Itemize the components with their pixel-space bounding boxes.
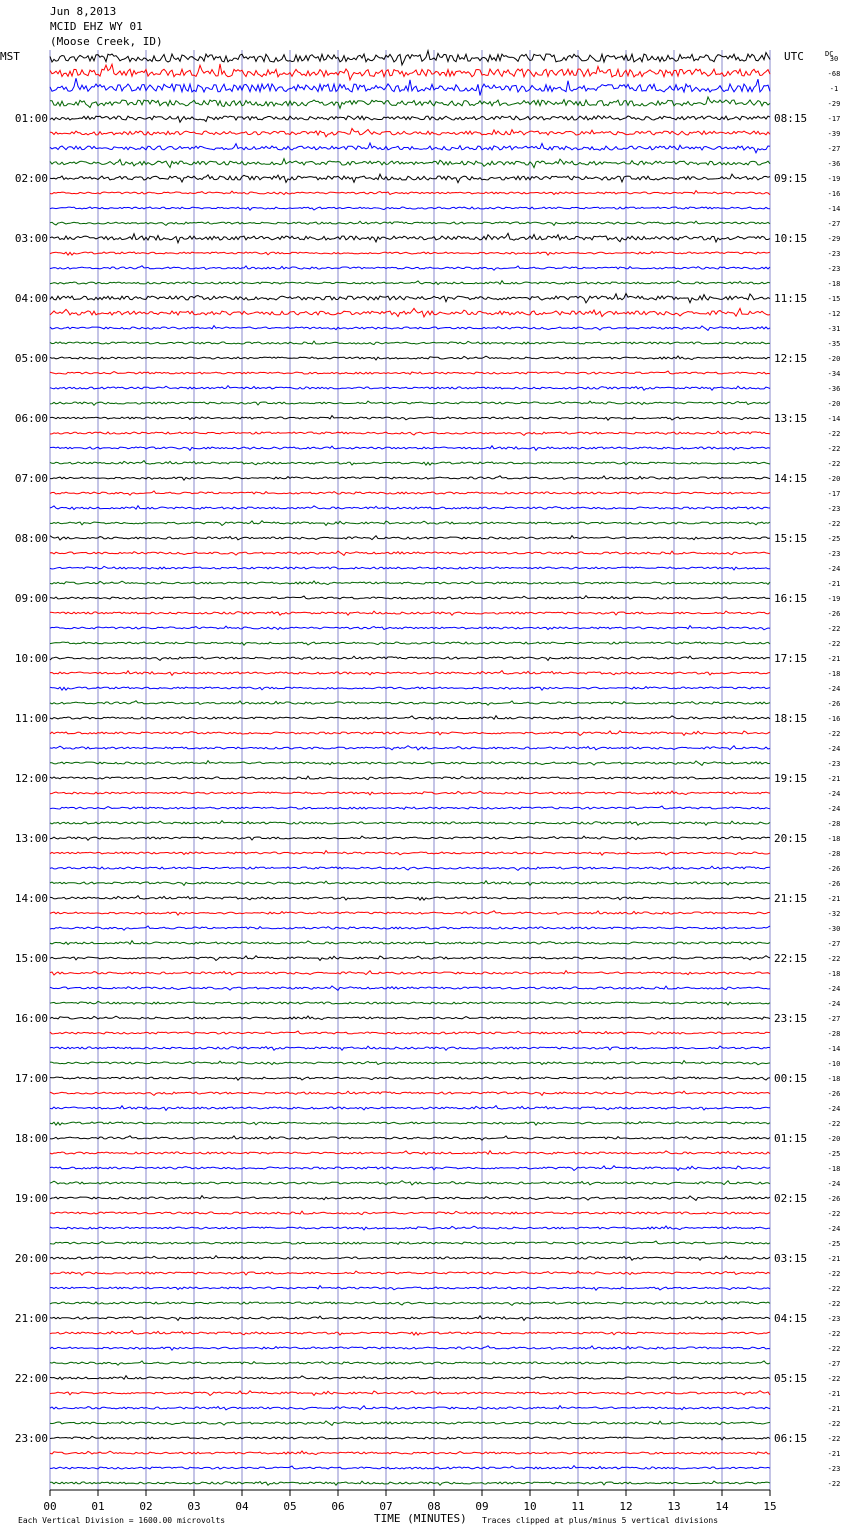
dc-offset-value: -20 <box>827 400 841 408</box>
trace-row <box>50 1136 770 1140</box>
dc-offset-value: -24 <box>827 1105 841 1113</box>
dc-offset-value: -14 <box>827 1045 841 1053</box>
trace-row <box>50 1151 770 1155</box>
dc-offset-value: -28 <box>827 850 841 858</box>
left-time-label: 07:00 <box>14 472 48 485</box>
left-time-label: 20:00 <box>14 1252 48 1265</box>
trace-row <box>50 1451 770 1455</box>
trace-row <box>50 881 770 886</box>
dc-offset-value: -18 <box>827 280 841 288</box>
trace-row <box>50 78 770 95</box>
dc-offset-value: -29 <box>827 235 841 243</box>
chart-date: Jun 8,2013 <box>50 5 117 18</box>
trace-row <box>50 461 770 466</box>
trace-row <box>50 746 770 750</box>
trace-row <box>50 371 770 374</box>
dc-offset-value: -25 <box>827 1150 841 1158</box>
dc-offset-value: -16 <box>827 715 841 723</box>
trace-row <box>50 701 770 705</box>
dc-offset-value: -27 <box>827 220 841 228</box>
dc-offset-value: -27 <box>827 940 841 948</box>
dc-offset-value: -21 <box>827 580 841 588</box>
dc-offset-value: -24 <box>827 565 841 573</box>
x-tick-label: 12 <box>619 1500 633 1513</box>
left-time-label: 04:00 <box>14 292 48 305</box>
scale-note: Each Vertical Division = 1600.00 microvolts <box>18 1516 226 1525</box>
trace-row <box>50 596 770 599</box>
dc-offset-value: -1 <box>829 85 839 93</box>
trace-row <box>50 476 770 480</box>
trace-row <box>50 1061 770 1065</box>
dc-offset-value: -19 <box>827 175 841 183</box>
dc-offset-value: -20 <box>827 475 841 483</box>
trace-row <box>50 851 770 856</box>
x-tick-label: 01 <box>91 1500 105 1513</box>
trace-row <box>50 143 770 153</box>
trace-row <box>50 731 770 736</box>
trace-row <box>50 521 770 526</box>
dc-offset-value: -36 <box>827 385 841 393</box>
dc-offset-value: -16 <box>827 190 841 198</box>
left-time-label: 02:00 <box>14 172 48 185</box>
dc-offset-value: -27 <box>827 1015 841 1023</box>
trace-row <box>50 116 770 123</box>
right-time-label: 06:15 <box>774 1432 808 1445</box>
dc-offset-value: -22 <box>827 955 841 963</box>
right-time-label: 20:15 <box>774 832 808 845</box>
left-time-label: 03:00 <box>14 232 48 245</box>
dc-offset-value: -22 <box>827 1435 841 1443</box>
station-code: MCID EHZ WY 01 <box>50 20 143 33</box>
x-tick-label: 05 <box>283 1500 297 1513</box>
right-time-label: 13:15 <box>774 412 808 425</box>
dc-offset-value: -26 <box>827 1090 841 1098</box>
left-time-label: 06:00 <box>14 412 48 425</box>
right-time-label: 11:15 <box>774 292 808 305</box>
dc-offset-value: -21 <box>827 1255 841 1263</box>
right-time-label: 22:15 <box>774 952 808 965</box>
trace-row <box>50 281 770 285</box>
dc-offset-value: -36 <box>827 160 841 168</box>
right-time-label: 19:15 <box>774 772 808 785</box>
trace-row <box>50 941 770 945</box>
trace-row <box>50 1077 770 1080</box>
left-time-label: 19:00 <box>14 1192 48 1205</box>
dc-offset-value: -23 <box>827 250 841 258</box>
trace-row <box>50 1196 770 1201</box>
trace-row <box>50 1166 770 1171</box>
trace-row <box>50 386 770 391</box>
trace-row <box>50 1466 770 1469</box>
x-tick-label: 02 <box>139 1500 153 1513</box>
left-time-label: 22:00 <box>14 1372 48 1385</box>
x-tick-label: 04 <box>235 1500 249 1513</box>
trace-row <box>50 1286 770 1291</box>
dc-offset-value: -25 <box>827 1240 841 1248</box>
left-timezone-label: MST <box>0 50 20 63</box>
right-time-label: 01:15 <box>774 1132 808 1145</box>
trace-row <box>50 1421 770 1426</box>
left-time-label: 12:00 <box>14 772 48 785</box>
x-tick-label: 15 <box>763 1500 777 1513</box>
dc-offset-value: -24 <box>827 805 841 813</box>
dc-offset-value: -22 <box>827 460 841 468</box>
x-axis-title: TIME (MINUTES) <box>374 1512 467 1525</box>
dc-offset-value: -20 <box>827 355 841 363</box>
left-time-label: 01:00 <box>14 112 48 125</box>
right-time-label: 21:15 <box>774 892 808 905</box>
dc-offset-value: -68 <box>827 70 841 78</box>
left-time-label: 16:00 <box>14 1012 48 1025</box>
trace-row <box>50 1316 770 1321</box>
dc-offset-value: -22 <box>827 625 841 633</box>
right-time-label: 12:15 <box>774 352 808 365</box>
x-tick-label: 03 <box>187 1500 201 1513</box>
trace-row <box>50 128 770 136</box>
trace-row <box>50 761 770 766</box>
trace-row <box>50 293 770 303</box>
trace-row <box>50 656 770 660</box>
right-time-label: 00:15 <box>774 1072 808 1085</box>
dc-offset-value: -22 <box>827 1345 841 1353</box>
trace-row <box>50 536 770 540</box>
trace-row <box>50 1241 770 1244</box>
trace-row <box>50 266 770 270</box>
trace-row <box>50 233 770 243</box>
dc-offset-value: -26 <box>827 610 841 618</box>
dc-offset-value: -28 <box>827 1030 841 1038</box>
right-time-label: 03:15 <box>774 1252 808 1265</box>
left-time-label: 14:00 <box>14 892 48 905</box>
trace-row <box>50 1016 770 1020</box>
trace-row <box>50 341 770 345</box>
dc-offset-value: -21 <box>827 775 841 783</box>
trace-row <box>50 1406 770 1410</box>
trace-row <box>50 51 770 65</box>
dc-offset-value: -23 <box>827 505 841 513</box>
dc-offset-value: -25 <box>827 535 841 543</box>
right-time-label: 04:15 <box>774 1312 808 1325</box>
trace-row <box>50 986 770 991</box>
trace-row <box>50 687 770 691</box>
dc-offset-value: -34 <box>827 370 841 378</box>
right-time-label: 05:15 <box>774 1372 808 1385</box>
trace-row <box>50 446 770 451</box>
x-tick-label: 14 <box>715 1500 729 1513</box>
trace-row <box>50 806 770 809</box>
trace-row <box>50 956 770 961</box>
left-time-label: 17:00 <box>14 1072 48 1085</box>
dc-offset-value: -39 <box>827 130 841 138</box>
dc-offset-header: DC <box>825 50 834 58</box>
trace-row <box>50 401 770 405</box>
trace-row <box>50 1331 770 1336</box>
dc-offset-value: -24 <box>827 985 841 993</box>
dc-offset-value: -30 <box>827 925 841 933</box>
trace-row <box>50 356 770 360</box>
right-time-label: 14:15 <box>774 472 808 485</box>
trace-row <box>50 671 770 676</box>
dc-offset-value: -24 <box>827 745 841 753</box>
dc-offset-value: -22 <box>827 1300 841 1308</box>
trace-row <box>50 896 770 901</box>
dc-offset-value: 30 <box>829 55 839 63</box>
trace-row <box>50 1376 770 1380</box>
right-time-label: 02:15 <box>774 1192 808 1205</box>
trace-row <box>50 1256 770 1261</box>
left-time-label: 23:00 <box>14 1432 48 1445</box>
dc-offset-value: -24 <box>827 1000 841 1008</box>
trace-row <box>50 221 770 225</box>
dc-offset-value: -26 <box>827 700 841 708</box>
dc-offset-value: -17 <box>827 490 841 498</box>
dc-offset-value: -22 <box>827 1270 841 1278</box>
trace-row <box>50 642 770 645</box>
left-time-label: 09:00 <box>14 592 48 605</box>
left-time-label: 15:00 <box>14 952 48 965</box>
dc-offset-value: -14 <box>827 415 841 423</box>
trace-row <box>50 716 770 720</box>
trace-row <box>50 191 770 195</box>
trace-row <box>50 431 770 435</box>
dc-offset-value: -26 <box>827 1195 841 1203</box>
dc-offset-value: -21 <box>827 1450 841 1458</box>
dc-offset-value: -18 <box>827 1165 841 1173</box>
trace-row <box>50 566 770 570</box>
trace-row <box>50 416 770 421</box>
trace-row <box>50 1391 770 1396</box>
trace-row <box>50 926 770 930</box>
dc-offset-value: -21 <box>827 1390 841 1398</box>
x-tick-label: 00 <box>43 1500 57 1513</box>
left-time-label: 08:00 <box>14 532 48 545</box>
trace-row <box>50 866 770 870</box>
dc-offset-value: -22 <box>827 1375 841 1383</box>
left-time-label: 05:00 <box>14 352 48 365</box>
dc-offset-value: -23 <box>827 550 841 558</box>
right-time-label: 15:15 <box>774 532 808 545</box>
trace-row <box>50 1226 770 1230</box>
dc-offset-value: -15 <box>827 295 841 303</box>
trace-row <box>50 791 770 795</box>
dc-offset-value: -22 <box>827 1480 841 1488</box>
left-time-label: 11:00 <box>14 712 48 725</box>
dc-offset-value: -27 <box>827 145 841 153</box>
trace-row <box>50 506 770 510</box>
trace-row <box>50 1046 770 1050</box>
dc-offset-value: -24 <box>827 685 841 693</box>
dc-offset-value: -22 <box>827 730 841 738</box>
trace-row <box>50 207 770 210</box>
dc-offset-value: -23 <box>827 1465 841 1473</box>
dc-offset-value: -17 <box>827 115 841 123</box>
trace-row <box>50 1346 770 1350</box>
left-time-label: 18:00 <box>14 1132 48 1145</box>
trace-row <box>50 308 770 317</box>
dc-offset-value: -26 <box>827 880 841 888</box>
trace-row <box>50 1106 770 1111</box>
trace-row <box>50 1001 770 1005</box>
trace-row <box>50 1091 770 1095</box>
right-time-label: 08:15 <box>774 112 808 125</box>
right-time-label: 09:15 <box>774 172 808 185</box>
clip-note: Traces clipped at plus/minus 5 vertical divisions <box>482 1516 719 1525</box>
trace-row <box>50 491 770 495</box>
dc-offset-value: -22 <box>827 1120 841 1128</box>
dc-offset-value: -22 <box>827 1330 841 1338</box>
right-timezone-label: UTC <box>784 50 804 63</box>
dc-offset-value: -23 <box>827 1315 841 1323</box>
dc-offset-value: -31 <box>827 325 841 333</box>
dc-offset-value: -12 <box>827 310 841 318</box>
trace-row <box>50 1436 770 1440</box>
dc-offset-value: -29 <box>827 100 841 108</box>
dc-offset-value: -21 <box>827 655 841 663</box>
trace-row <box>50 1301 770 1305</box>
trace-row <box>50 252 770 256</box>
trace-row <box>50 836 770 840</box>
trace-row <box>50 1211 770 1215</box>
trace-row <box>50 911 770 915</box>
dc-offset-value: -23 <box>827 265 841 273</box>
dc-offset-value: -22 <box>827 430 841 438</box>
dc-offset-value: -24 <box>827 1225 841 1233</box>
dc-offset-value: -14 <box>827 205 841 213</box>
x-tick-label: 06 <box>331 1500 345 1513</box>
trace-row <box>50 326 770 331</box>
dc-offset-value: -22 <box>827 1285 841 1293</box>
trace-row <box>50 159 770 168</box>
dc-offset-value: -22 <box>827 445 841 453</box>
right-time-label: 17:15 <box>774 652 808 665</box>
trace-row <box>50 174 770 183</box>
trace-row <box>50 776 770 780</box>
dc-offset-value: -26 <box>827 865 841 873</box>
trace-row <box>50 1122 770 1126</box>
trace-row <box>50 1481 770 1485</box>
x-tick-label: 11 <box>571 1500 585 1513</box>
left-time-label: 13:00 <box>14 832 48 845</box>
dc-offset-value: -35 <box>827 340 841 348</box>
trace-row <box>50 64 770 80</box>
trace-row <box>50 551 770 556</box>
dc-offset-value: -18 <box>827 670 841 678</box>
x-tick-label: 07 <box>379 1500 393 1513</box>
x-tick-label: 10 <box>523 1500 537 1513</box>
trace-row <box>50 626 770 630</box>
dc-offset-value: -10 <box>827 1060 841 1068</box>
x-tick-label: 08 <box>427 1500 441 1513</box>
right-time-label: 16:15 <box>774 592 808 605</box>
dc-offset-value: -28 <box>827 820 841 828</box>
trace-row <box>50 611 770 615</box>
dc-offset-value: -22 <box>827 520 841 528</box>
dc-offset-value: -23 <box>827 760 841 768</box>
dc-offset-value: -32 <box>827 910 841 918</box>
dc-offset-value: -18 <box>827 1075 841 1083</box>
dc-offset-value: -22 <box>827 1420 841 1428</box>
trace-row <box>50 581 770 585</box>
left-time-label: 21:00 <box>14 1312 48 1325</box>
dc-offset-value: -27 <box>827 1360 841 1368</box>
dc-offset-value: -20 <box>827 1135 841 1143</box>
trace-row <box>50 97 770 108</box>
station-location: (Moose Creek, ID) <box>50 35 163 48</box>
x-tick-label: 13 <box>667 1500 681 1513</box>
dc-offset-value: -21 <box>827 895 841 903</box>
dc-offset-value: -19 <box>827 595 841 603</box>
trace-row <box>50 1031 770 1034</box>
trace-row <box>50 1181 770 1185</box>
dc-offset-value: -22 <box>827 1210 841 1218</box>
dc-offset-value: -18 <box>827 835 841 843</box>
dc-offset-value: -24 <box>827 1180 841 1188</box>
trace-row <box>50 971 770 975</box>
left-time-label: 10:00 <box>14 652 48 665</box>
dc-offset-value: -21 <box>827 1405 841 1413</box>
trace-row <box>50 1271 770 1275</box>
dc-offset-value: -18 <box>827 970 841 978</box>
dc-offset-value: -24 <box>827 790 841 798</box>
trace-row <box>50 821 770 826</box>
trace-row <box>50 1361 770 1365</box>
right-time-label: 18:15 <box>774 712 808 725</box>
x-tick-label: 09 <box>475 1500 489 1513</box>
right-time-label: 23:15 <box>774 1012 808 1025</box>
dc-offset-value: -22 <box>827 640 841 648</box>
right-time-label: 10:15 <box>774 232 808 245</box>
